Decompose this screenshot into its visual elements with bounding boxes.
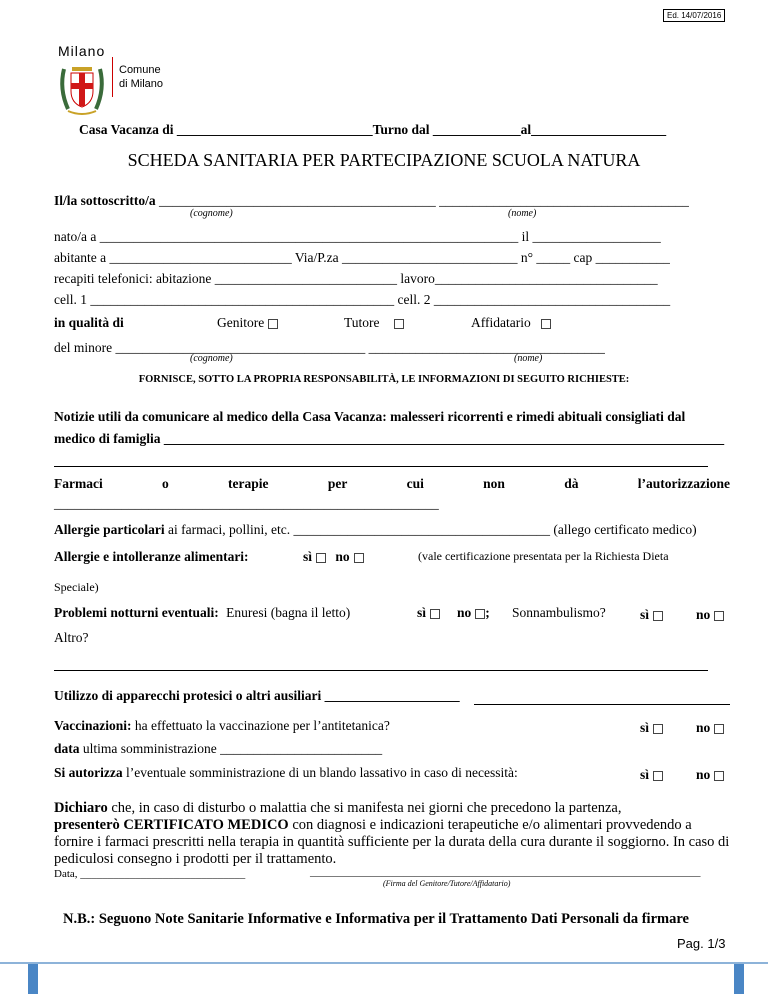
vacc-no[interactable]: no <box>696 720 724 736</box>
notturni-row <box>54 605 350 621</box>
apparecchi-label: Utilizzo di apparecchi protesici o altri ausiliari ____________________ <box>54 688 460 703</box>
enuresi-label: Enuresi (bagna il letto) <box>226 605 351 620</box>
allergie-alimentari-options[interactable] <box>303 549 364 565</box>
allergie-alimentari-label: Allergie e intolleranze alimentari: <box>54 549 249 564</box>
sottoscritto-cognome-caption: (cognome) <box>190 208 233 219</box>
enuresi-no[interactable]: no ; <box>457 605 490 620</box>
enuresi-si-checkbox[interactable] <box>430 609 440 619</box>
firma-caption: (Firma del Genitore/Tutore/Affidatario) <box>383 879 511 888</box>
nato-field[interactable]: nato/a a ______________________________________________________________ il ___________________ <box>54 229 661 244</box>
qualita-label: in qualità di <box>54 315 124 330</box>
option-genitore[interactable] <box>217 315 278 331</box>
sottoscritto-label: Il/la sottoscritto/a <box>54 193 156 208</box>
notizie-blank-line[interactable] <box>54 466 708 467</box>
footer-bar <box>0 962 768 994</box>
data-blank[interactable]: ultima somministrazione ________________________ <box>79 741 383 756</box>
allergie-particolari-text: ai farmaci, pollini, etc. ______________________________________ (allego certificato medico) <box>164 522 697 537</box>
minore-nome-caption: (nome) <box>514 353 543 364</box>
sonn-si[interactable]: sì <box>640 607 663 623</box>
affidatario-label: Affidatario <box>471 315 531 330</box>
page-number: Pag. 1/3 <box>677 936 726 951</box>
tutore-checkbox[interactable] <box>394 319 404 329</box>
dieta-note-2: Speciale) <box>54 580 99 594</box>
logo-line1: Comune <box>119 64 161 76</box>
farmaci-word: o <box>162 476 169 491</box>
dichiaro-paragraph: Dichiaro che, in caso di disturbo o malattia che si manifesta nei giorni che precedono la partenza, presenterò CERTIFICATO MEDICO con diagnosi e indicazioni terapeutiche e/o alimentari provvedendo a fornire i farmaci prescritti nella terapia in quantità sufficiente per la durata della cura durante il soggiorno. In caso di pediculosi consegno i prodotti per il trattamento. <box>54 800 730 867</box>
si-label: sì <box>303 549 313 564</box>
vaccinazioni-label: Vaccinazioni: <box>54 718 132 733</box>
affidatario-checkbox[interactable] <box>541 319 551 329</box>
enuresi-si[interactable]: sì <box>417 605 440 621</box>
comune-milano-logo <box>54 43 184 118</box>
sonn-si-checkbox[interactable] <box>653 611 663 621</box>
farmaci-heading <box>54 476 730 492</box>
minore-label: del minore <box>54 340 113 355</box>
logo-line2: di Milano <box>119 78 164 90</box>
sonnambulismo-label: Sonnambulismo? <box>512 605 606 620</box>
genitore-checkbox[interactable] <box>268 319 278 329</box>
lassativo-label: Si autorizza <box>54 765 123 780</box>
farmaci-word: dà <box>564 476 579 491</box>
sottoscritto-nome-caption: (nome) <box>508 208 537 219</box>
fornisce-heading: FORNISCE, SOTTO LA PROPRIA RESPONSABILITÀ, LE INFORMAZIONI DI SEGUITO RICHIESTE: <box>138 374 630 385</box>
cell-field[interactable]: cell. 1 _____________________________________________ cell. 2 ___________________________________ <box>54 292 671 307</box>
casa-vacanza-line: Casa Vacanza di _____________________________Turno dal _____________al____________________ <box>79 122 667 137</box>
si-checkbox[interactable] <box>316 553 326 563</box>
option-tutore[interactable] <box>344 315 380 331</box>
tutore-label: Tutore <box>344 315 380 330</box>
lass-no[interactable]: no <box>696 767 724 783</box>
altro-blank-line[interactable] <box>54 670 708 671</box>
lass-no-checkbox[interactable] <box>714 771 724 781</box>
farmaci-word: per <box>327 476 348 491</box>
vacc-no-checkbox[interactable] <box>714 724 724 734</box>
sonn-no-checkbox[interactable] <box>714 611 724 621</box>
notizie-line2[interactable]: medico di famiglia ___________________________________________________________________________________ <box>54 431 725 446</box>
allergie-particolari-label: Allergie particolari <box>54 522 165 537</box>
sonn-no[interactable]: no <box>696 607 724 623</box>
dieta-note: (vale certificazione presentata per la Richiesta Dieta <box>418 549 669 563</box>
vacc-si-checkbox[interactable] <box>653 724 663 734</box>
sottoscritto-blank[interactable]: _________________________________________ _____________________________________ <box>158 193 689 208</box>
firma-line[interactable]: _______________________________________________________________________ <box>310 866 701 878</box>
edition-label: Ed. 14/07/2016 <box>663 9 725 22</box>
no-label: no <box>335 549 350 564</box>
notturni-label: Problemi notturni eventuali: <box>54 605 219 620</box>
data-label: data <box>54 741 80 756</box>
vaccinazioni-row <box>54 718 390 734</box>
page-title: SCHEDA SANITARIA PER PARTECIPAZIONE SCUOLA NATURA <box>127 150 641 170</box>
vaccinazioni-text: ha effettuato la vaccinazione per l’antitetanica? <box>131 718 390 733</box>
milano-crest-icon <box>54 61 110 117</box>
lass-si-checkbox[interactable] <box>653 771 663 781</box>
no-checkbox[interactable] <box>354 553 364 563</box>
notizie-line1: Notizie utili da comunicare al medico della Casa Vacanza: malesseri ricorrenti e rimedi abituali consigliati dal <box>54 409 686 424</box>
lassativo-text: l’eventuale somministrazione di un blando lassativo in caso di necessità: <box>122 765 518 780</box>
data-somministrazione-row[interactable] <box>54 741 382 757</box>
recapiti-field[interactable]: recapiti telefonici: abitazione ___________________________ lavoro_________________________________ <box>54 271 658 286</box>
logo-city: Milano <box>58 43 106 59</box>
farmaci-word: l’autorizzazione <box>637 476 730 491</box>
option-affidatario[interactable] <box>471 315 551 331</box>
nb-note: N.B.: Seguono Note Sanitarie Informative e Informativa per il Trattamento Dati Personali da firmare <box>63 911 689 927</box>
farmaci-word: non <box>483 476 505 491</box>
genitore-label: Genitore <box>217 315 265 330</box>
abitante-field[interactable]: abitante a ___________________________ Via/P.za __________________________ n° _____ cap ___________ <box>54 250 670 265</box>
lass-si[interactable]: sì <box>640 767 663 783</box>
apparecchi-blank-line[interactable] <box>474 704 730 705</box>
farmaci-blank[interactable]: _________________________________________________________ <box>54 496 439 511</box>
data-firma-field[interactable]: Data, ______________________________ <box>54 868 246 880</box>
farmaci-word: cui <box>406 476 424 491</box>
vacc-si[interactable]: sì <box>640 720 663 736</box>
enuresi-no-checkbox[interactable] <box>475 609 485 619</box>
farmaci-word: terapie <box>228 476 269 491</box>
lassativo-row <box>54 765 518 781</box>
allergie-particolari-row[interactable] <box>54 522 697 538</box>
minore-cognome-caption: (cognome) <box>190 353 233 364</box>
sottoscritto-row <box>54 193 689 209</box>
farmaci-word: Farmaci <box>54 476 103 491</box>
altro-label: Altro? <box>54 630 89 645</box>
minore-blank[interactable]: _____________________________________ ___________________________________ <box>115 340 605 355</box>
